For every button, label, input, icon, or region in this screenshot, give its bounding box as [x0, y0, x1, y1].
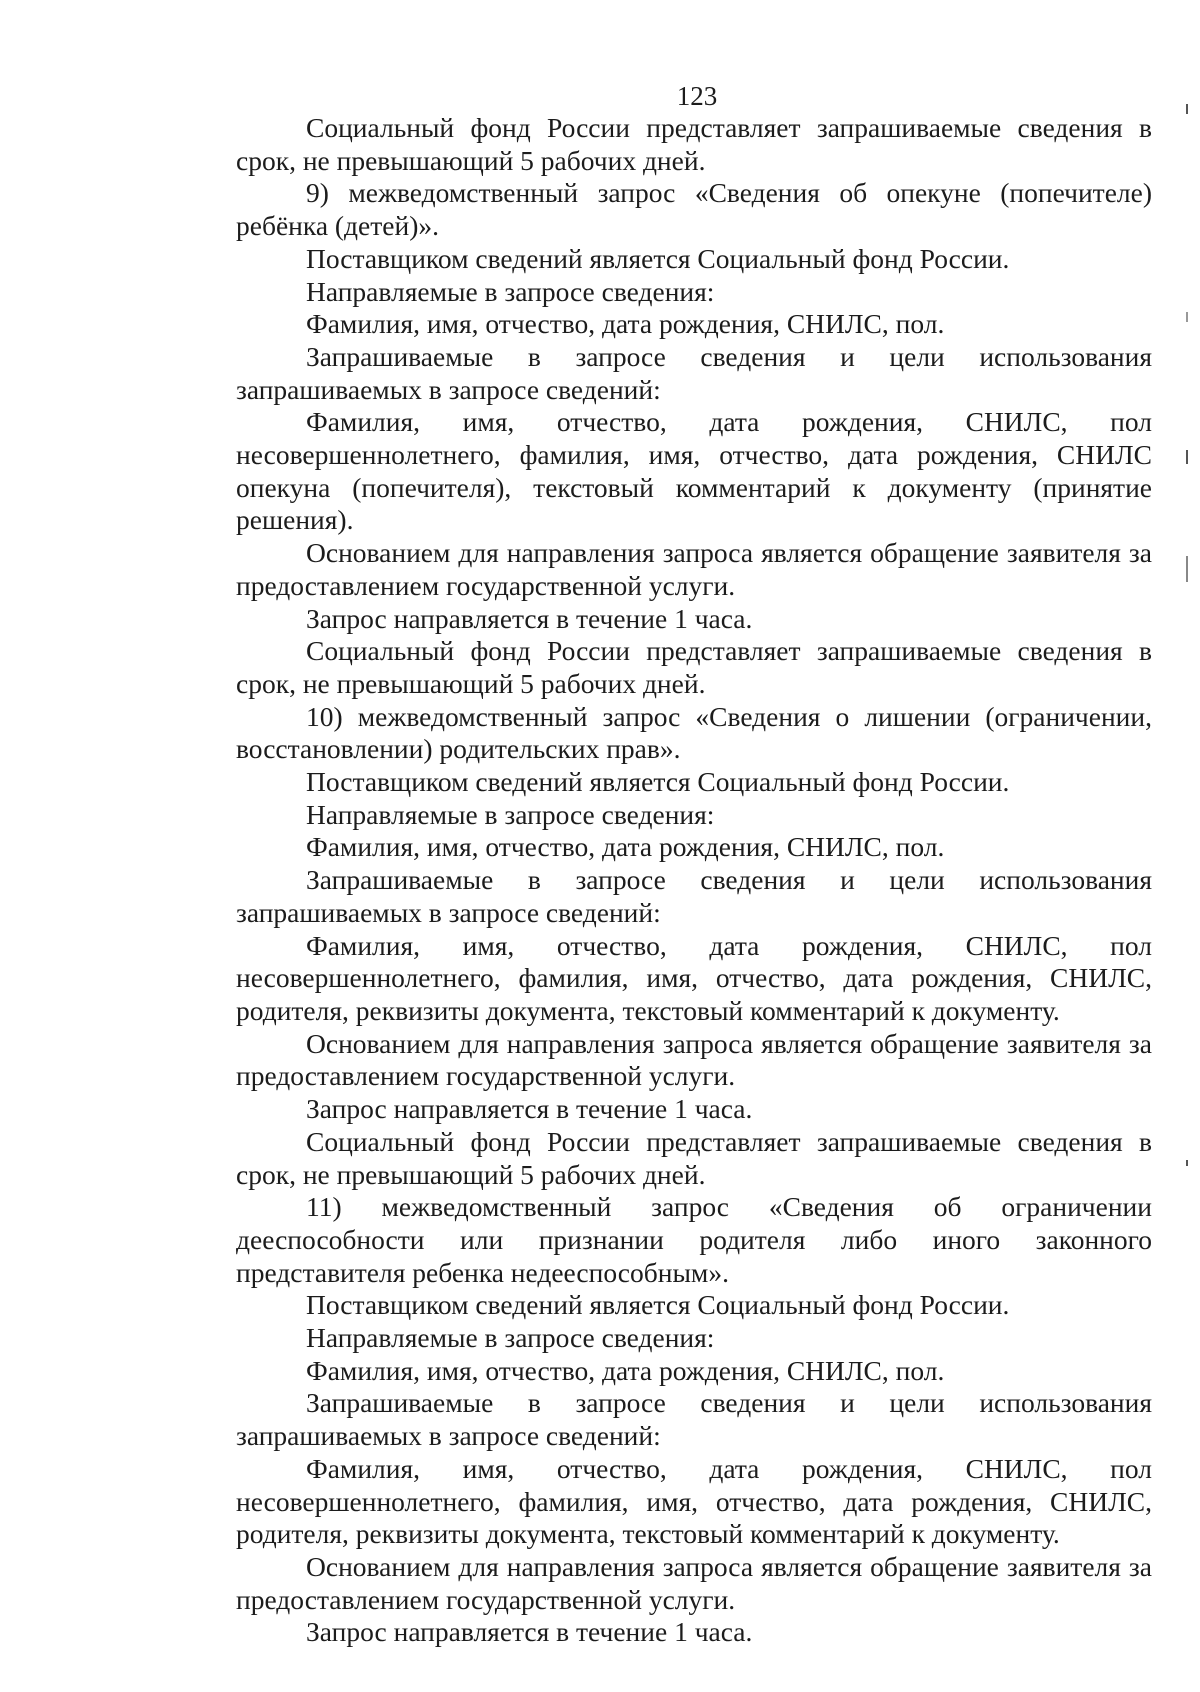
paragraph: Поставщиком сведений является Социальный фонд России.: [306, 1289, 1010, 1321]
document-page: [236, 80, 1152, 1680]
paragraph: Поставщиком сведений является Социальный фонд России.: [306, 242, 1010, 274]
paragraph: 11) межведомственный запрос «Сведения об ограничении дееспособности или признании родителя либо иного законного представителя ребенка недееспособным».: [236, 1191, 1152, 1288]
scan-artifact-mark: [1186, 104, 1188, 114]
paragraph: Фамилия, имя, отчество, дата рождения, СНИЛС, пол.: [306, 308, 945, 340]
paragraph: Основанием для направления запроса является обращение заявителя за предоставлением государственной услуги.: [236, 1027, 1152, 1092]
paragraph: 9) межведомственный запрос «Сведения об опекуне (попечителе) ребёнка (детей)».: [236, 177, 1152, 242]
paragraph: Фамилия, имя, отчество, дата рождения, СНИЛС, пол несовершеннолетнего, фамилия, имя, отчество, дата рождения, СНИЛС, родителя, реквизиты документа, текстовый комментарий к документу.: [236, 1452, 1152, 1550]
paragraph: Социальный фонд России представляет запрашиваемые сведения в срок, не превышающий 5 рабочих дней.: [236, 1125, 1152, 1190]
paragraph: 10) межведомственный запрос «Сведения о лишении (ограничении, восстановлении) родительских прав».: [236, 700, 1152, 765]
paragraph: Направляемые в запросе сведения:: [306, 798, 715, 830]
paragraph: Запрос направляется в течение 1 часа.: [306, 1616, 753, 1648]
paragraph: Фамилия, имя, отчество, дата рождения, СНИЛС, пол несовершеннолетнего, фамилия, имя, отчество, дата рождения, СНИЛС опекуна (попечителя), текстовый комментарий к документу (принятие решения).: [236, 406, 1152, 536]
paragraph: Поставщиком сведений является Социальный фонд России.: [306, 766, 1010, 798]
paragraph: Направляемые в запросе сведения:: [306, 275, 715, 307]
paragraph: Запрос направляется в течение 1 часа.: [306, 1093, 753, 1125]
scan-artifact-mark: [1186, 312, 1188, 322]
paragraph: Фамилия, имя, отчество, дата рождения, СНИЛС, пол.: [306, 1354, 945, 1386]
paragraph: Фамилия, имя, отчество, дата рождения, СНИЛС, пол несовершеннолетнего, фамилия, имя, отчество, дата рождения, СНИЛС, родителя, реквизиты документа, текстовый комментарий к документу.: [236, 929, 1152, 1026]
paragraph: Запрашиваемые в запросе сведения и цели использования запрашиваемых в запросе сведений:: [236, 1387, 1152, 1452]
paragraph: Социальный фонд России представляет запрашиваемые сведения в срок, не превышающий 5 рабочих дней.: [236, 635, 1152, 699]
paragraph: Запрашиваемые в запросе сведения и цели использования запрашиваемых в запросе сведений:: [236, 340, 1152, 405]
paragraph: Социальный фонд России представляет запрашиваемые сведения в срок, не превышающий 5 рабочих дней.: [236, 112, 1152, 176]
scan-artifact-mark: [1186, 1160, 1188, 1166]
scan-artifact-mark: [1186, 450, 1188, 464]
paragraph: Направляемые в запросе сведения:: [306, 1322, 715, 1354]
paragraph: Основанием для направления запроса является обращение заявителя за предоставлением государственной услуги.: [236, 537, 1152, 601]
paragraph: Запрос направляется в течение 1 часа.: [306, 602, 753, 634]
paragraph: Фамилия, имя, отчество, дата рождения, СНИЛС, пол.: [306, 831, 945, 863]
paragraph: Запрашиваемые в запросе сведения и цели использования запрашиваемых в запросе сведений:: [236, 864, 1152, 928]
page-number: 123: [676, 81, 718, 111]
paragraph: Основанием для направления запроса является обращение заявителя за предоставлением государственной услуги.: [236, 1550, 1152, 1615]
scan-artifact-mark: [1186, 556, 1188, 582]
